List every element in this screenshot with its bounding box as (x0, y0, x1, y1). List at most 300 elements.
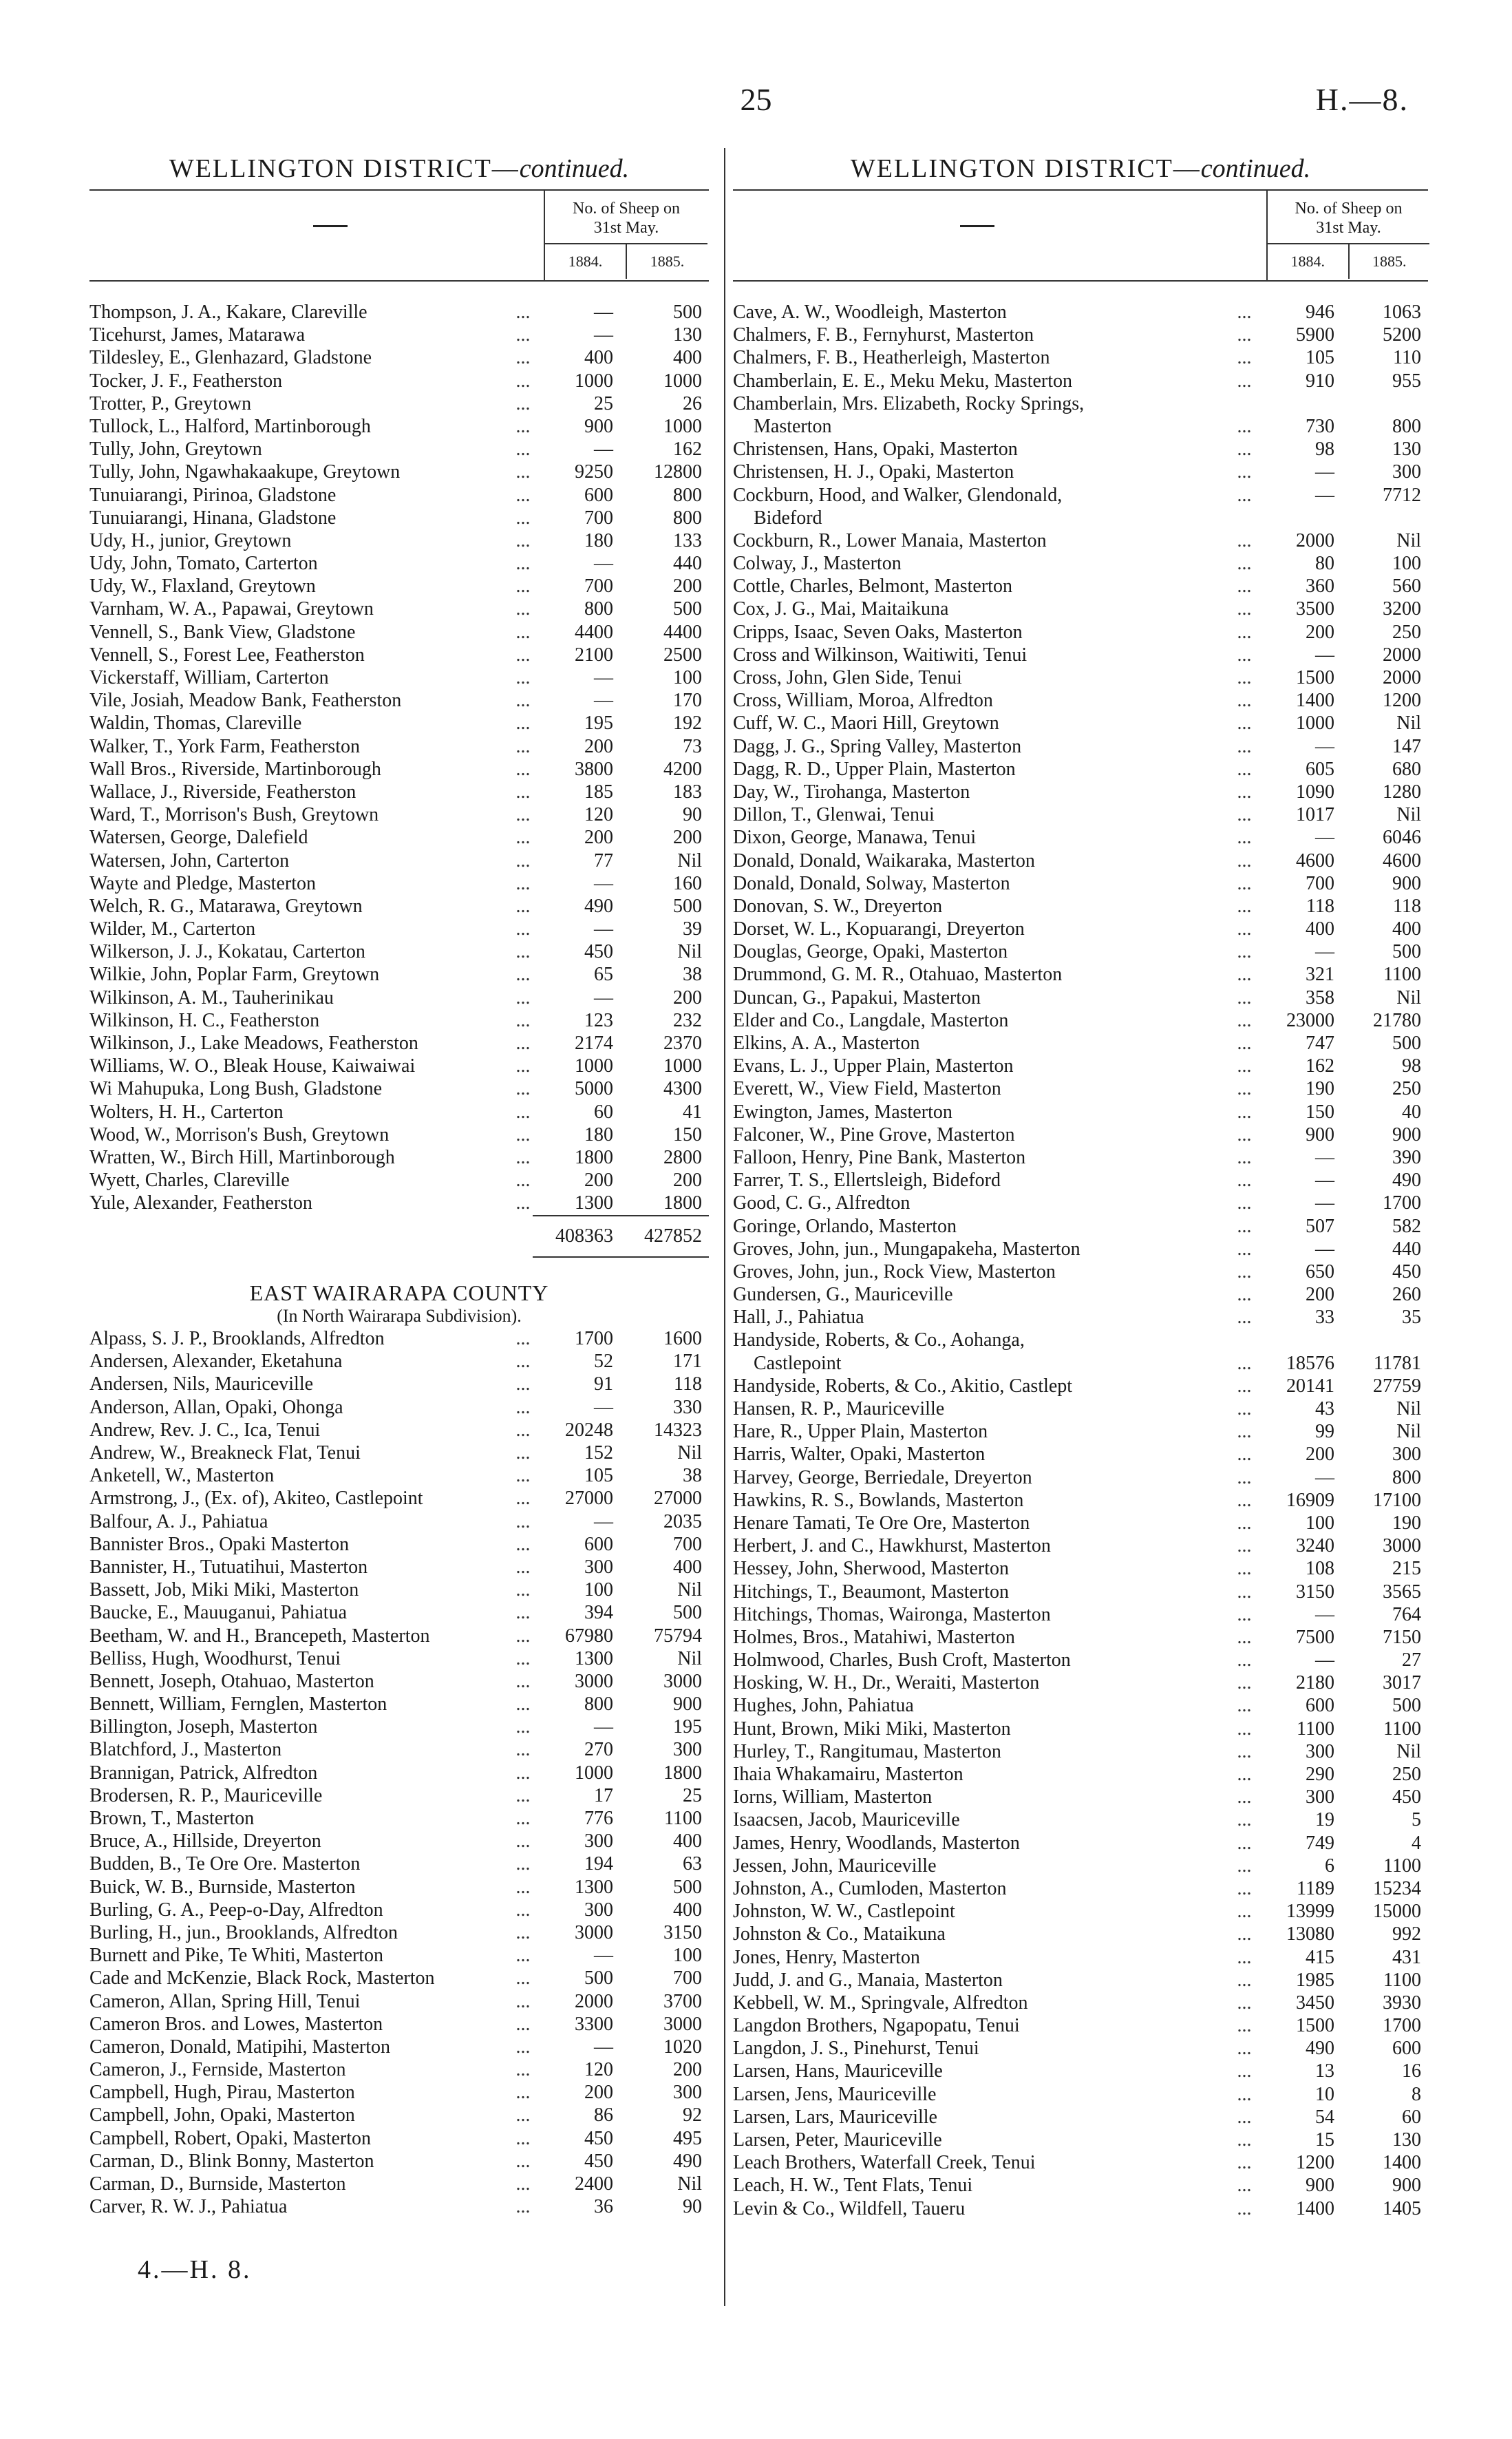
value-1885: 1100 (1383, 1718, 1421, 1740)
table-row (89, 461, 709, 483)
row-name: Andersen, Alexander, Eketahuna (89, 1351, 343, 1373)
table-row (733, 2174, 1428, 2197)
value-1884: — (594, 302, 613, 323)
leader-dots: ... (1237, 1215, 1252, 1237)
table-row (89, 1670, 709, 1693)
table-row (733, 1855, 1428, 1877)
value-1885: 450 (1392, 1260, 1421, 1282)
table-row (733, 2014, 1428, 2037)
leader-dots: ... (515, 621, 531, 643)
value-1885: 400 (1392, 918, 1421, 940)
value-1885: 3200 (1383, 598, 1421, 620)
value-1884: 3150 (1296, 1581, 1334, 1603)
row-name: Dorset, W. L., Kopuarangi, Dreyerton (733, 918, 1025, 940)
value-1884: 13 (1315, 2060, 1334, 2082)
row-name: Brown, T., Masterton (89, 1808, 255, 1829)
table-row (733, 2083, 1428, 2106)
row-name: Cross and Wilkinson, Waitiwiti, Tenui (733, 644, 1027, 666)
leader-dots: ... (515, 1830, 531, 1852)
leader-dots: ... (515, 804, 531, 826)
table-row (89, 1921, 709, 1944)
right-sheep-caption-line1: No. of Sheep on (1295, 200, 1403, 218)
value-1885: Nil (677, 1442, 702, 1464)
row-name: Cripps, Isaac, Seven Oaks, Masterton (733, 621, 1023, 643)
left-year-1884: 1884. (568, 253, 603, 270)
table-row (89, 918, 709, 940)
value-1884: — (594, 986, 613, 1009)
table-row (89, 1625, 709, 1647)
table-row (733, 1512, 1428, 1534)
row-name: Dagg, J. G., Spring Valley, Masterton (733, 735, 1022, 757)
table-row (733, 1260, 1428, 1283)
value-1884: 100 (1306, 1512, 1334, 1534)
row-name: Holmwood, Charles, Bush Croft, Masterton (733, 1649, 1071, 1671)
row-name: Budden, B., Te Ore Ore. Masterton (89, 1853, 361, 1875)
left-sheep-caption (545, 191, 707, 244)
value-1885: 21780 (1373, 1009, 1421, 1031)
leader-dots: ... (1237, 690, 1252, 712)
leader-dots: ... (515, 690, 531, 712)
leader-dots: ... (515, 1396, 531, 1418)
table-row (89, 2150, 709, 2173)
table-row (89, 712, 709, 735)
table-row (89, 2058, 709, 2081)
value-1884: 13999 (1286, 1901, 1334, 1923)
table-row (733, 529, 1428, 552)
leader-dots: ... (515, 2173, 531, 2195)
value-1885: 7712 (1383, 484, 1421, 506)
value-1885: 2000 (1383, 667, 1421, 688)
signature-mark: 4.—H. 8. (138, 2255, 252, 2284)
leader-dots: ... (1237, 1146, 1252, 1168)
document-code: H.—8. (1315, 82, 1409, 117)
value-1885: 190 (1392, 1512, 1421, 1534)
value-1885: 110 (1393, 347, 1421, 369)
value-1885: 92 (683, 2104, 702, 2126)
leader-dots: ... (515, 1625, 531, 1647)
value-1884: 25 (594, 392, 613, 414)
table-row (89, 552, 709, 575)
value-1885: 800 (673, 484, 702, 506)
leader-dots: ... (515, 302, 531, 323)
value-1884: 19 (1315, 1809, 1334, 1831)
value-1884: 54 (1315, 2106, 1334, 2128)
leader-dots: ... (1237, 986, 1252, 1009)
leader-dots: ... (515, 1602, 531, 1624)
table-row (89, 1373, 709, 1395)
leader-dots: ... (1237, 712, 1252, 735)
table-row (733, 1671, 1428, 1694)
row-name: Tully, John, Greytown (89, 439, 262, 461)
leader-dots: ... (515, 1876, 531, 1898)
value-1884: 490 (584, 895, 613, 917)
leader-dots: ... (515, 1990, 531, 2012)
value-1885: 1020 (663, 2036, 702, 2058)
leader-dots: ... (515, 2082, 531, 2104)
value-1884: 3300 (575, 2013, 613, 2035)
row-name: Cameron, Donald, Matipihi, Masterton (89, 2036, 391, 2058)
spacer-row (89, 1259, 709, 1282)
table-row (733, 507, 1428, 529)
leader-dots: ... (1237, 2060, 1252, 2082)
value-1884: 180 (584, 529, 613, 551)
value-1884: 185 (584, 781, 613, 803)
leader-dots: ... (515, 1510, 531, 1532)
table-row (733, 1832, 1428, 1855)
leader-dots: ... (515, 576, 531, 598)
value-1884: — (594, 918, 613, 940)
value-1885: 900 (1392, 872, 1421, 894)
value-1884: 200 (1306, 621, 1334, 643)
row-name: Leach, H. W., Tent Flats, Tenui (733, 2175, 973, 2197)
value-1884: 60 (594, 1101, 613, 1123)
row-name: Castlepoint (754, 1352, 842, 1374)
row-name: Bruce, A., Hillside, Dreyerton (89, 1830, 321, 1852)
value-1885: 992 (1392, 1923, 1421, 1945)
row-name: Tullock, L., Halford, Martinborough (89, 415, 371, 437)
table-row (733, 1786, 1428, 1808)
value-1885: 4400 (663, 621, 702, 643)
table-row (89, 1738, 709, 1761)
row-name: Drummond, G. M. R., Otahuao, Masterton (733, 964, 1063, 986)
value-1885: 1000 (663, 415, 702, 437)
table-row (733, 1169, 1428, 1192)
row-name: Cameron, Allan, Spring Hill, Tenui (89, 1990, 361, 2012)
table-row (733, 2060, 1428, 2082)
value-1885: Nil (1396, 1740, 1421, 1762)
row-name: Wood, W., Morrison's Bush, Greytown (89, 1123, 390, 1145)
table-row (733, 1420, 1428, 1443)
value-1884: — (1315, 1466, 1334, 1488)
value-1884: 1400 (1296, 2197, 1334, 2219)
table-row (89, 735, 709, 758)
row-name: Isaacsen, Jacob, Mauriceville (733, 1809, 960, 1831)
value-1884: — (1315, 1192, 1334, 1214)
value-1884: 9250 (575, 461, 613, 483)
row-name: Campbell, John, Opaki, Masterton (89, 2104, 355, 2126)
value-1884: 900 (1306, 2175, 1334, 2197)
leader-dots: ... (1237, 2175, 1252, 2197)
value-1884: 18576 (1286, 1352, 1334, 1374)
table-row (733, 1032, 1428, 1055)
row-name: Bassett, Job, Miki Miki, Masterton (89, 1579, 359, 1601)
value-1884: — (1315, 1603, 1334, 1625)
value-1885: 3000 (663, 2013, 702, 2035)
row-name: Wyett, Charles, Clareville (89, 1170, 290, 1192)
value-1884: 800 (584, 598, 613, 620)
leader-dots: ... (515, 1556, 531, 1578)
value-1885: 90 (683, 2196, 702, 2218)
value-1884: 1800 (575, 1146, 613, 1168)
leader-dots: ... (1237, 1444, 1252, 1466)
value-1884: 4400 (575, 621, 613, 643)
value-1885: 700 (673, 1967, 702, 1989)
value-1885: 60 (1402, 2106, 1421, 2128)
row-name: Ticehurst, James, Matarawa (89, 324, 306, 346)
leader-dots: ... (515, 1419, 531, 1441)
value-1885: 900 (673, 1693, 702, 1715)
value-1884: 200 (584, 735, 613, 757)
table-row (89, 438, 709, 461)
value-1884: 300 (1306, 1786, 1334, 1808)
table-row (89, 2036, 709, 2058)
row-name: Bennett, William, Fernglen, Masterton (89, 1693, 387, 1715)
row-name: Andrew, W., Breakneck Flat, Tenui (89, 1442, 361, 1464)
leader-dots: ... (1237, 781, 1252, 803)
right-district-heading (733, 148, 1428, 189)
leader-dots: ... (515, 735, 531, 757)
value-1884: — (1315, 1146, 1334, 1168)
value-1885: 38 (683, 1465, 702, 1487)
value-1885: 500 (673, 895, 702, 917)
value-1885: 12800 (654, 461, 702, 483)
table-row (89, 2104, 709, 2126)
table-row (733, 1009, 1428, 1032)
row-name: Cross, John, Glen Side, Tenui (733, 667, 962, 688)
value-1885: Nil (1396, 1421, 1421, 1443)
table-row (89, 1784, 709, 1807)
table-row (733, 1649, 1428, 1671)
value-1884: 3800 (575, 758, 613, 780)
value-1884: 730 (1306, 415, 1334, 437)
leader-dots: ... (1237, 415, 1252, 437)
table-row (733, 552, 1428, 575)
value-1884: 20141 (1286, 1375, 1334, 1397)
table-row (89, 1876, 709, 1899)
leader-dots: ... (515, 1192, 531, 1214)
row-name: Watersen, George, Dalefield (89, 827, 308, 849)
value-1884: 5000 (575, 1078, 613, 1100)
left-year-1885: 1885. (626, 244, 707, 279)
row-name: Falloon, Henry, Pine Bank, Masterton (733, 1146, 1026, 1168)
row-name: Beetham, W. and H., Brancepeth, Masterton (89, 1625, 430, 1647)
leader-dots: ... (1237, 964, 1252, 986)
leader-dots: ... (515, 1762, 531, 1784)
value-1884: 15 (1315, 2129, 1334, 2151)
value-1884: 2400 (575, 2173, 613, 2195)
value-1884: 6 (1325, 1855, 1334, 1877)
leader-dots: ... (515, 2196, 531, 2218)
value-1884: 1000 (575, 1762, 613, 1784)
row-name: Larsen, Peter, Mauriceville (733, 2129, 942, 2151)
value-1885: 390 (1392, 1146, 1421, 1168)
row-name: Douglas, George, Opaki, Masterton (733, 941, 1008, 963)
table-row (733, 644, 1428, 666)
table-row (89, 826, 709, 849)
row-name: Burling, G. A., Peep-o-Day, Alfredton (89, 1899, 383, 1921)
table-row (733, 392, 1428, 415)
value-1884: 300 (584, 1556, 613, 1578)
leader-dots: ... (515, 1579, 531, 1601)
row-name: Jones, Henry, Masterton (733, 1946, 920, 1968)
value-1885: 2800 (663, 1146, 702, 1168)
county-title: EAST WAIRARAPA COUNTY (249, 1281, 549, 1305)
value-1884: 2000 (1296, 529, 1334, 551)
value-1885: 1000 (663, 1055, 702, 1077)
right-sheep-caption (1268, 191, 1429, 244)
table-row (89, 644, 709, 666)
table-row (733, 438, 1428, 461)
value-1885: 300 (1392, 1444, 1421, 1466)
row-name: Carver, R. W. J., Pahiatua (89, 2196, 288, 2218)
row-name: Chalmers, F. B., Heatherleigh, Masterton (733, 347, 1050, 369)
row-name: Masterton (754, 415, 832, 437)
table-row (89, 1192, 709, 1214)
value-1885 (1341, 392, 1428, 415)
row-name: Good, C. G., Alfredton (733, 1192, 911, 1214)
row-name: Tocker, J. F., Featherston (89, 370, 283, 392)
table-row (89, 392, 709, 415)
row-name: Tunuiarangi, Pirinoa, Gladstone (89, 484, 337, 506)
value-1884: 36 (594, 2196, 613, 2218)
table-row (733, 1808, 1428, 1831)
table-row (733, 1763, 1428, 1786)
row-name: Hall, J., Pahiatua (733, 1307, 864, 1329)
row-name: Wilkerson, J. J., Kokatau, Carterton (89, 941, 365, 963)
row-name: Anderson, Allan, Opaki, Ohonga (89, 1396, 343, 1418)
value-1884: 27000 (565, 1488, 613, 1510)
row-name: Thompson, J. A., Kakare, Clareville (89, 302, 368, 323)
table-row (733, 1329, 1428, 1351)
value-1884: — (1315, 827, 1334, 849)
value-1885: 1000 (663, 370, 702, 392)
row-name: Cuff, W. C., Maori Hill, Greytown (733, 712, 999, 735)
leader-dots: ... (515, 347, 531, 369)
row-name: Duncan, G., Papakui, Masterton (733, 986, 981, 1009)
value-1884: — (1315, 735, 1334, 757)
row-name: Herbert, J. and C., Hawkhurst, Masterton (733, 1535, 1051, 1557)
table-row (89, 2013, 709, 2036)
value-1884: 3000 (575, 1921, 613, 1943)
county-heading (89, 1282, 709, 1305)
value-1884: — (594, 553, 613, 575)
leader-dots: ... (515, 1853, 531, 1875)
leader-dots: ... (1237, 439, 1252, 461)
value-1884: 200 (1306, 1444, 1334, 1466)
value-1884: 900 (584, 415, 613, 437)
value-1884: 91 (594, 1373, 613, 1395)
value-1884: 200 (584, 1170, 613, 1192)
leader-dots: ... (515, 1442, 531, 1464)
left-column (89, 148, 709, 2218)
leader-dots: ... (1237, 1466, 1252, 1488)
row-name: Belliss, Hugh, Woodhurst, Tenui (89, 1647, 341, 1669)
leader-dots: ... (1237, 1078, 1252, 1100)
row-name: Burling, H., jun., Brooklands, Alfredton (89, 1921, 398, 1943)
table-row (733, 1375, 1428, 1397)
value-1884: 300 (1306, 1740, 1334, 1762)
leader-dots: ... (515, 712, 531, 735)
table-row (89, 940, 709, 963)
row-name: Harvey, George, Berriedale, Dreyerton (733, 1466, 1032, 1488)
table-row (733, 370, 1428, 392)
value-1885: 1100 (1383, 1855, 1421, 1877)
value-1885: 130 (673, 324, 702, 346)
table-row (733, 689, 1428, 712)
row-name: Bannister Bros., Opaki Masterton (89, 1533, 350, 1555)
value-1884: — (594, 667, 613, 688)
row-name: Brannigan, Patrick, Alfredton (89, 1762, 318, 1784)
table-row (733, 2151, 1428, 2174)
value-1884: — (594, 872, 613, 894)
row-name: Welch, R. G., Matarawa, Greytown (89, 895, 363, 917)
table-row (89, 1146, 709, 1169)
leader-dots: ... (1237, 1192, 1252, 1214)
row-name: Wilkinson, J., Lake Meadows, Featherston (89, 1033, 418, 1054)
leader-dots: ... (515, 439, 531, 461)
value-1885: 4200 (663, 758, 702, 780)
leader-dots: ... (1237, 484, 1252, 506)
value-1885: 6046 (1383, 827, 1421, 849)
right-name-header-dash (960, 225, 994, 227)
leader-dots: ... (1237, 918, 1252, 940)
row-name: Kebbell, W. M., Springvale, Alfredton (733, 1992, 1028, 2014)
value-1885: 200 (673, 827, 702, 849)
value-1885: 170 (673, 690, 702, 712)
value-1885 (1341, 1329, 1428, 1351)
value-1885: 17100 (1373, 1489, 1421, 1511)
leader-dots: ... (1237, 576, 1252, 598)
table-row (89, 1487, 709, 1510)
total-1884: 408363 (533, 1215, 620, 1258)
value-1884: 152 (584, 1442, 613, 1464)
value-1885: 73 (683, 735, 702, 757)
leader-dots: ... (515, 758, 531, 780)
row-name: Yule, Alexander, Featherston (89, 1192, 312, 1214)
table-row (733, 415, 1428, 438)
leader-dots: ... (1237, 1260, 1252, 1282)
leader-dots: ... (515, 1033, 531, 1054)
value-1884: 100 (584, 1579, 613, 1601)
value-1885: 39 (683, 918, 702, 940)
value-1884: 1000 (575, 370, 613, 392)
row-name: Henare Tamati, Te Ore Ore, Masterton (733, 1512, 1030, 1534)
table-row (89, 986, 709, 1009)
table-row (733, 1534, 1428, 1557)
value-1885: 800 (1392, 1466, 1421, 1488)
value-1884: 108 (1306, 1558, 1334, 1580)
value-1884: 1100 (1297, 1718, 1334, 1740)
table-row (733, 484, 1428, 507)
row-name: Judd, J. and G., Manaia, Masterton (733, 1969, 1003, 1991)
value-1885: 3017 (1383, 1672, 1421, 1694)
table-row (89, 370, 709, 392)
value-1885: 2035 (663, 1510, 702, 1532)
value-1884: 1090 (1296, 781, 1334, 803)
table-row (733, 1718, 1428, 1740)
value-1884: — (1315, 1238, 1334, 1260)
leader-dots: ... (515, 1945, 531, 1967)
right-column (733, 148, 1428, 2220)
value-1885: 75794 (654, 1625, 702, 1647)
value-1884: 1300 (575, 1647, 613, 1669)
left-sheep-caption-line2: 31st May. (593, 219, 659, 237)
leader-dots: ... (515, 392, 531, 414)
table-row (733, 1306, 1428, 1329)
value-1884: 5900 (1296, 324, 1334, 346)
leader-dots: ... (1237, 1123, 1252, 1145)
leader-dots: ... (1237, 1489, 1252, 1511)
value-1884: 910 (1306, 370, 1334, 392)
value-1884: 120 (584, 2059, 613, 2081)
table-row (733, 1146, 1428, 1169)
leader-dots: ... (1237, 2038, 1252, 2060)
table-row (89, 1396, 709, 1419)
value-1885: 4 (1412, 1832, 1421, 1854)
value-1884: 65 (594, 964, 613, 986)
value-1884: 1500 (1296, 2015, 1334, 2037)
leader-dots: ... (515, 1465, 531, 1487)
